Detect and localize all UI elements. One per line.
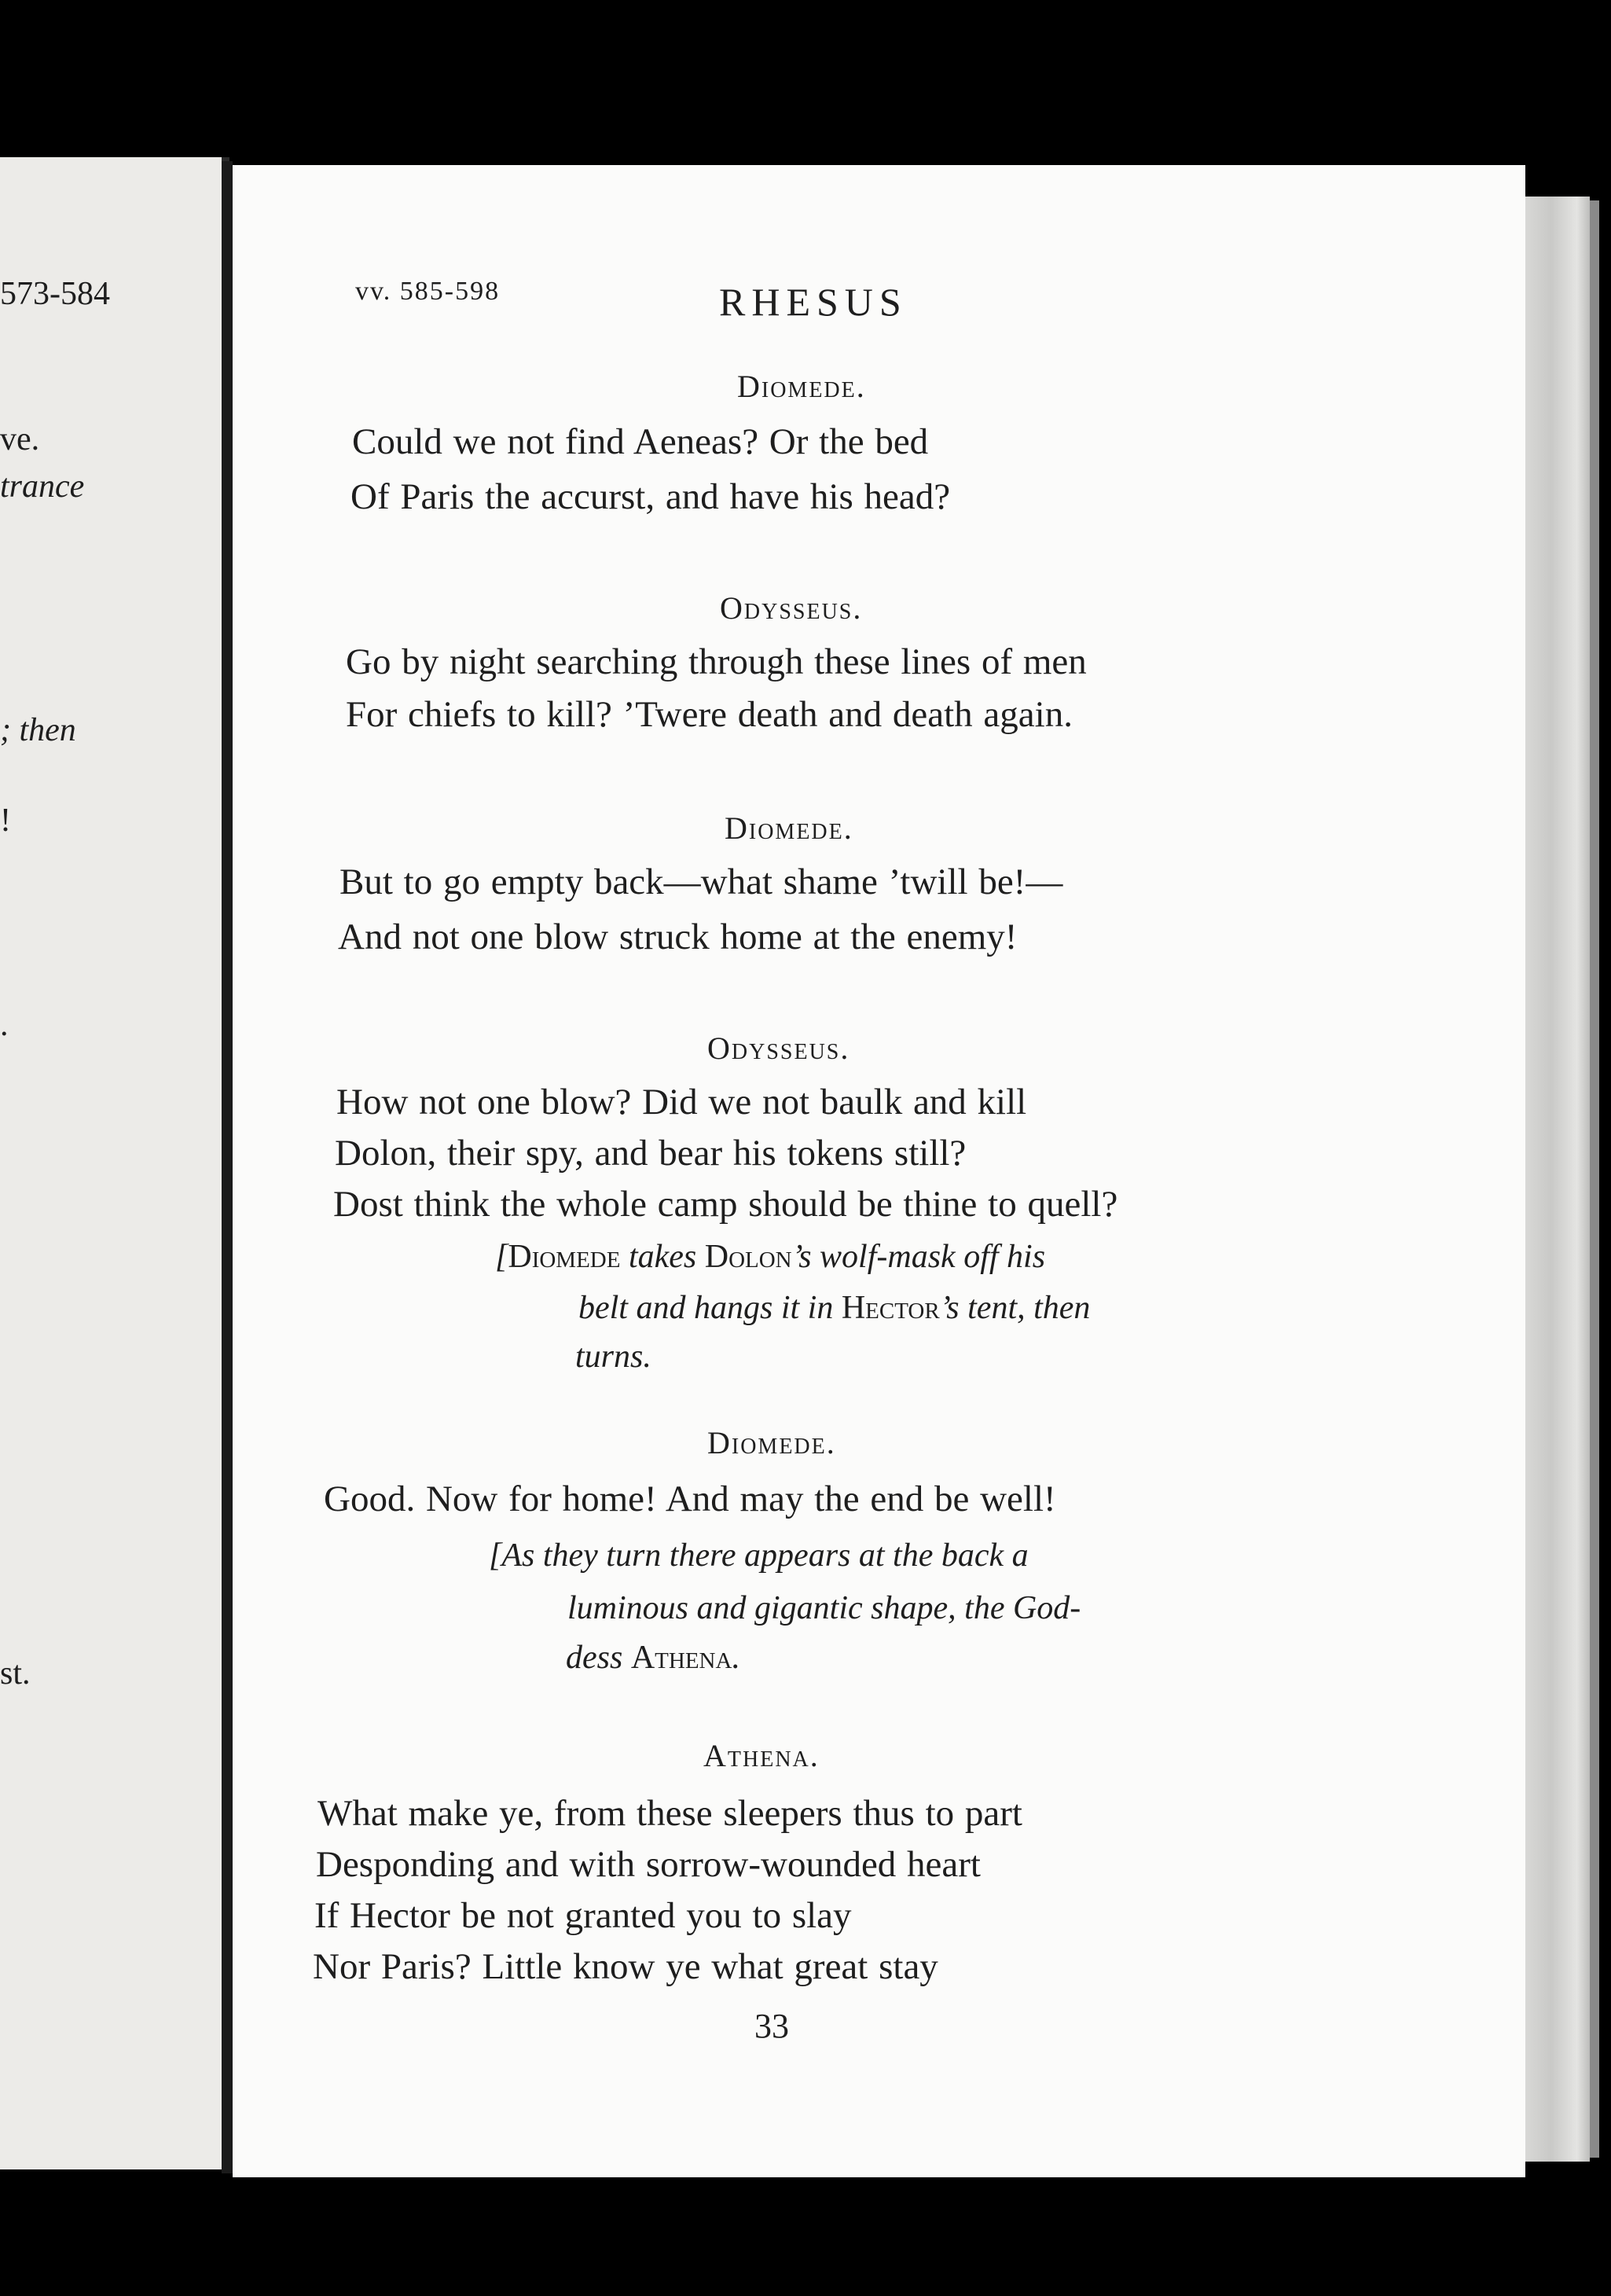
character-name: Dolon [704,1239,792,1275]
character-name: Athena [630,1640,732,1676]
left-page-fragment: ; then [0,712,76,748]
verse-line: Go by night searching through these lines of men [346,641,1087,682]
left-page-fragment: ve. [0,421,40,457]
speaker-name: Diomede. [725,810,853,846]
speaker-name: Diomede. [707,1425,836,1460]
stage-direction: turns. [575,1339,651,1375]
stage-direction: luminous and gigantic shape, the God- [567,1590,1081,1626]
verse-line: Good. Now for home! And may the end be well! [324,1479,1056,1519]
left-page-fragment: trance [0,468,85,505]
speaker-name: Athena. [703,1738,820,1773]
verse-line: If Hector be not granted you to slay [314,1895,852,1936]
verse-line: Could we not find Aeneas? Or the bed [352,421,929,462]
left-page-fragment: ! [0,803,11,839]
stage-direction: belt and hangs it in Hector’s tent, then [578,1290,1091,1326]
verse-line: But to go empty back—what shame ’twill be!— [339,861,1063,902]
character-name: Hector [841,1290,940,1326]
left-page [0,157,229,2169]
speaker-name: Odysseus. [707,1030,850,1066]
stage-direction: [As they turn there appears at the back a [489,1537,1029,1574]
verse-line: Desponding and with sorrow-wounded heart [316,1844,981,1885]
speaker-name: Odysseus. [720,590,863,626]
verse-line: Nor Paris? Little know ye what great stay [313,1946,938,1987]
stage-direction: [Diomede takes Dolon’s wolf-mask off his [495,1239,1046,1275]
character-name: Diomede [508,1239,621,1275]
page-title: RHESUS [719,280,908,324]
verse-line: And not one blow struck home at the enemy! [338,917,1018,957]
left-page-header: 573-584 [0,276,110,312]
verse-line: Dost think the whole camp should be thine to quell? [333,1184,1118,1225]
verse-line: How not one blow? Did we not baulk and kill [336,1082,1027,1122]
verse-range: vv. 585-598 [355,277,501,306]
left-page-fragment: . [0,1007,9,1043]
verse-line: Of Paris the accurst, and have his head? [350,476,951,517]
page-edge-shadow [1590,200,1599,2158]
verse-line: Dolon, their spy, and bear his tokens still? [335,1133,967,1174]
verse-line: What make ye, from these sleepers thus to part [317,1793,1022,1834]
stage-direction: dess Athena. [566,1640,740,1676]
speaker-name: Diomede. [737,369,866,404]
book-gutter [222,161,233,2173]
page-edges [1525,197,1590,2162]
page-number: 33 [754,2007,789,2045]
left-page-fragment: st. [0,1655,31,1692]
verse-line: For chiefs to kill? ’Twere death and death again. [346,694,1073,735]
